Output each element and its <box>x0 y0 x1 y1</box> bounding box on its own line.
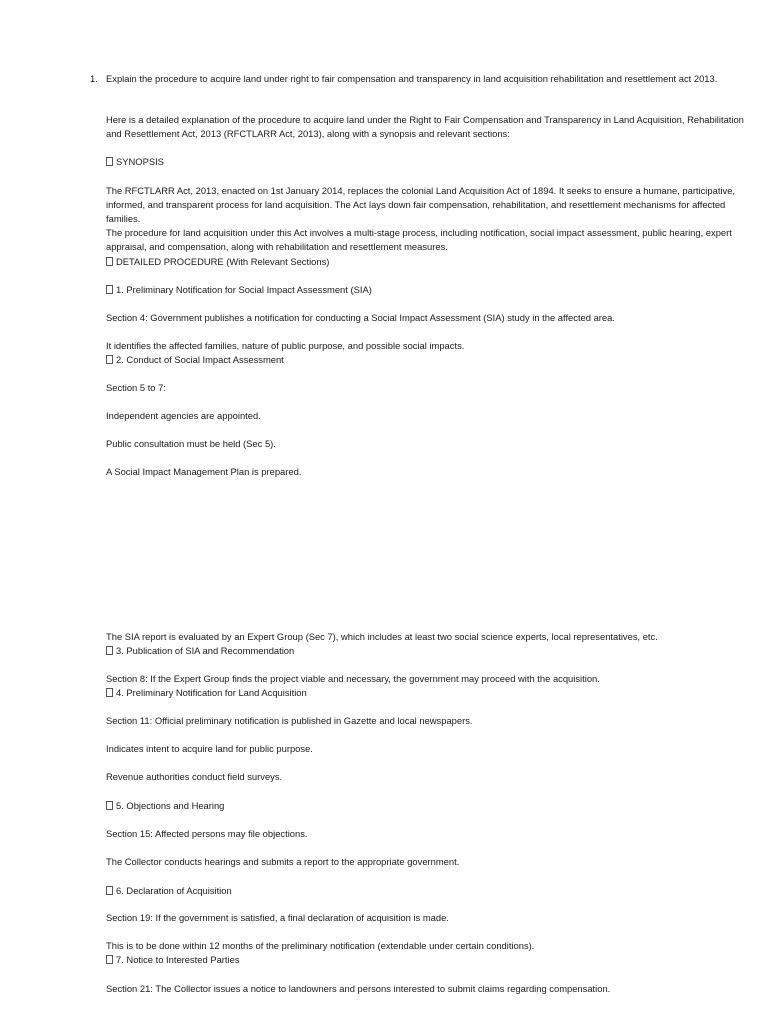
step-paragraph: Section 11: Official preliminary notification is published in Gazette and local newspapers. <box>106 715 473 726</box>
intro-paragraph: Here is a detailed explanation of the procedure to acquire land under the Right to Fair Compensation and Transparency in Land Acquisition, Rehabilitation and Resettlement Act, 2013 (RFCTLARR Act, 2013), along with a synopsis and relevant sections: <box>106 114 744 139</box>
step-paragraph: The SIA report is evaluated by an Expert Group (Sec 7), which includes at least two social science experts, local representatives, etc. <box>106 631 658 642</box>
step-paragraph: Section 4: Government publishes a notification for conducting a Social Impact Assessment (SIA) study in the affected area. <box>106 312 615 323</box>
missing-glyph-icon <box>106 886 113 895</box>
missing-glyph-icon <box>106 646 113 655</box>
missing-glyph-icon <box>106 355 113 364</box>
step-heading: 6. Declaration of Acquisition <box>106 884 756 898</box>
step-paragraph: A Social Impact Management Plan is prepared. <box>106 466 302 477</box>
step-paragraph: Section 15: Affected persons may file objections. <box>106 828 308 839</box>
synopsis-paragraph: The RFCTLARR Act, 2013, enacted on 1st January 2014, replaces the colonial Land Acquisition Act of 1894. It seeks to ensure a humane, participative, informed, and transparent process for land acquisition. The Act lays down fair compensation, rehabilitation, and resettlement mechanisms for affected families. <box>106 185 736 224</box>
step-paragraph: It identifies the affected families, nature of public purpose, and possible social impacts. <box>106 340 465 351</box>
missing-glyph-icon <box>106 257 113 266</box>
missing-glyph-icon <box>106 801 113 810</box>
detailed-procedure-heading: DETAILED PROCEDURE (With Relevant Sections) <box>106 255 756 269</box>
missing-glyph-icon <box>106 285 113 294</box>
question-text: Explain the procedure to acquire land under right to fair compensation and transparency in land acquisition rehabilitation and resettlement act 2013. <box>106 73 718 84</box>
step-paragraph: Revenue authorities conduct field surveys. <box>106 771 283 782</box>
step-paragraph: Section 19: If the government is satisfied, a final declaration of acquisition is made. <box>106 912 449 923</box>
missing-glyph-icon <box>106 688 113 697</box>
synopsis-paragraph: The procedure for land acquisition under this Act involves a multi-stage process, including notification, social impact assessment, public hearing, expert appraisal, and compensation, along with rehabilitation and resettlement measures. <box>106 227 732 252</box>
question-number: 1. <box>90 73 98 84</box>
step-paragraph: The Collector conducts hearings and submits a report to the appropriate government. <box>106 856 460 867</box>
step-paragraph: Public consultation must be held (Sec 5). <box>106 438 276 449</box>
step-paragraph: Independent agencies are appointed. <box>106 410 261 421</box>
question-item <box>90 72 750 86</box>
step-paragraph: Section 5 to 7: <box>106 382 166 393</box>
synopsis-heading: SYNOPSIS <box>106 155 756 169</box>
step-paragraph: Indicates intent to acquire land for public purpose. <box>106 743 313 754</box>
step-heading: 2. Conduct of Social Impact Assessment <box>106 353 756 367</box>
step-heading: 5. Objections and Hearing <box>106 799 756 813</box>
step-heading: 4. Preliminary Notification for Land Acquisition <box>106 686 756 700</box>
missing-glyph-icon <box>106 955 113 964</box>
step-paragraph: This is to be done within 12 months of the preliminary notification (extendable under certain conditions). <box>106 940 535 951</box>
step-paragraph: Section 8: If the Expert Group finds the project viable and necessary, the government may proceed with the acquisition. <box>106 673 600 684</box>
step-heading: 1. Preliminary Notification for Social Impact Assessment (SIA) <box>106 283 756 297</box>
step-heading: 7. Notice to Interested Parties <box>106 953 756 967</box>
step-heading: 3. Publication of SIA and Recommendation <box>106 644 756 658</box>
step-paragraph: Section 21: The Collector issues a notice to landowners and persons interested to submit claims regarding compensation. <box>106 983 611 994</box>
missing-glyph-icon <box>106 157 113 166</box>
